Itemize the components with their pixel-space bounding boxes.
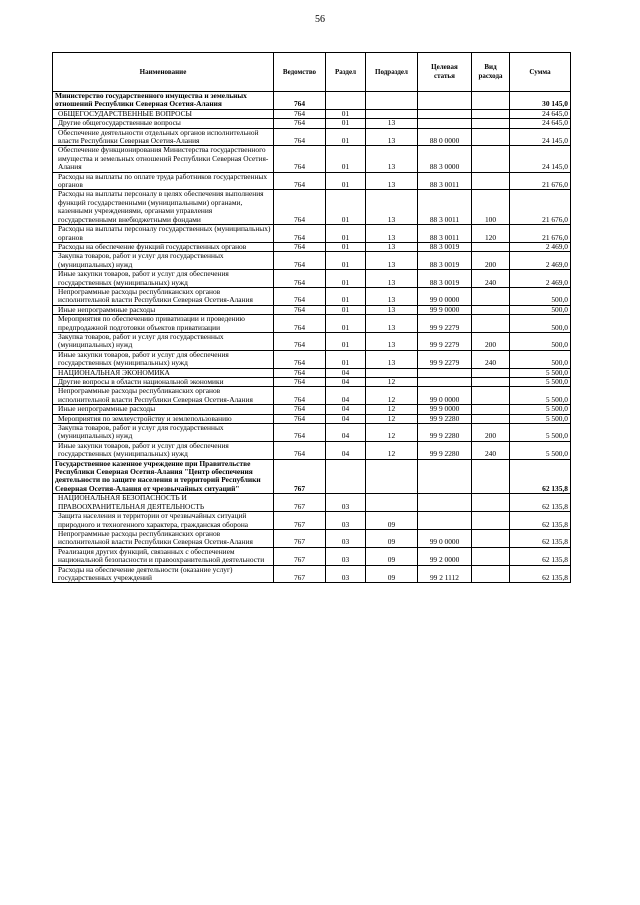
cell-subsection [366,109,418,118]
cell-subsection: 12 [366,387,418,405]
cell-subsection [366,459,418,494]
table-row [53,270,571,288]
cell-expense-type [472,242,510,251]
cell-target: 88 3 0019 [418,252,472,270]
cell-section: 04 [326,441,366,459]
cell-name: Иные закупки товаров, работ и услуг для обеспечения государственных (муниципальных) нужд [53,270,274,288]
table-row [53,441,571,459]
table-row [53,190,571,225]
cell-target [418,119,472,128]
cell-subsection: 13 [366,172,418,190]
cell-amount: 5 500,0 [510,368,571,377]
cell-subsection: 12 [366,414,418,423]
table-row [53,315,571,333]
cell-ministry: 764 [274,190,326,225]
cell-target [418,368,472,377]
cell-target: 88 0 0000 [418,128,472,146]
cell-target: 99 9 2280 [418,424,472,442]
cell-target: 99 9 0000 [418,405,472,414]
cell-expense-type [472,565,510,583]
cell-amount: 24 145,0 [510,146,571,172]
cell-amount: 5 500,0 [510,424,571,442]
cell-amount: 500,0 [510,350,571,368]
cell-subsection: 13 [366,128,418,146]
table-row [53,287,571,305]
cell-subsection: 13 [366,190,418,225]
cell-amount: 21 676,0 [510,190,571,225]
cell-amount: 62 135,8 [510,565,571,583]
cell-subsection [366,494,418,512]
cell-ministry: 764 [274,315,326,333]
table-row [53,529,571,547]
cell-amount: 62 135,8 [510,459,571,494]
cell-section: 04 [326,414,366,423]
cell-name: Расходы на обеспечение функций государственных органов [53,242,274,251]
cell-target [418,494,472,512]
cell-section: 01 [326,146,366,172]
cell-expense-type [472,378,510,387]
header-amount: Сумма [510,53,571,92]
cell-expense-type: 200 [472,424,510,442]
cell-subsection: 13 [366,252,418,270]
cell-expense-type [472,305,510,314]
cell-subsection: 13 [366,305,418,314]
cell-name: Расходы на выплаты персоналу государственных (муниципальных) органов [53,225,274,243]
table-row [53,119,571,128]
table-row [53,565,571,583]
cell-target: 99 9 2279 [418,315,472,333]
cell-expense-type [472,92,510,110]
cell-name: Иные закупки товаров, работ и услуг для обеспечения государственных (муниципальных) нужд [53,441,274,459]
cell-section: 01 [326,287,366,305]
cell-name: Министерство государственного имущества и земельных отношений Республики Северная Осетия-Алания [53,92,274,110]
cell-expense-type [472,494,510,512]
table-row [53,378,571,387]
table-row [53,387,571,405]
cell-expense-type [472,119,510,128]
cell-expense-type [472,287,510,305]
cell-name: НАЦИОНАЛЬНАЯ ЭКОНОМИКА [53,368,274,377]
cell-expense-type [472,315,510,333]
cell-expense-type [472,529,510,547]
cell-target: 99 0 0000 [418,287,472,305]
cell-amount: 500,0 [510,332,571,350]
cell-target: 99 0 0000 [418,529,472,547]
cell-target: 88 3 0019 [418,270,472,288]
cell-ministry: 764 [274,414,326,423]
cell-name: ОБЩЕГОСУДАРСТВЕННЫЕ ВОПРОСЫ [53,109,274,118]
cell-subsection: 13 [366,287,418,305]
cell-name: Мероприятия по обеспечению приватизации и проведению предпродажной подготовки объектов приватизации [53,315,274,333]
cell-subsection: 09 [366,565,418,583]
cell-subsection: 13 [366,242,418,251]
cell-ministry: 767 [274,529,326,547]
cell-name: Государственное казенное учреждение при Правительстве Республики Северная Осетия-Алания "Центр обеспечения деятельности по защите населения и территорий Республики Северная Осетия-Алания от чрезвычайных ситуаций" [53,459,274,494]
cell-ministry: 764 [274,109,326,118]
cell-subsection: 13 [366,350,418,368]
cell-target [418,459,472,494]
table-row [53,92,571,110]
cell-ministry: 764 [274,405,326,414]
cell-section: 04 [326,378,366,387]
cell-ministry: 764 [274,119,326,128]
table-row [53,146,571,172]
cell-name: Расходы на выплаты персоналу в целях обеспечения выполнения функций государственными (муниципальными) органами, казенными учреждениями, органами управления государственными внебюджетными фондами [53,190,274,225]
cell-section: 03 [326,547,366,565]
cell-target: 99 2 0000 [418,547,472,565]
cell-target: 99 0 0000 [418,387,472,405]
cell-subsection: 09 [366,529,418,547]
cell-amount: 62 135,8 [510,512,571,530]
cell-subsection [366,368,418,377]
cell-section: 01 [326,128,366,146]
cell-section: 01 [326,172,366,190]
table-row [53,225,571,243]
table-row [53,405,571,414]
cell-target: 88 3 0011 [418,225,472,243]
cell-subsection: 13 [366,119,418,128]
cell-subsection: 13 [366,225,418,243]
cell-amount: 2 469,0 [510,270,571,288]
cell-target [418,512,472,530]
cell-amount: 5 500,0 [510,414,571,423]
cell-ministry: 764 [274,441,326,459]
cell-section [326,92,366,110]
cell-ministry: 764 [274,305,326,314]
table-row [53,305,571,314]
cell-ministry: 764 [274,225,326,243]
table-row [53,128,571,146]
cell-ministry: 764 [274,350,326,368]
cell-expense-type [472,109,510,118]
cell-ministry: 764 [274,368,326,377]
cell-target: 88 3 0000 [418,146,472,172]
page-number: 56 [315,14,325,25]
cell-subsection: 13 [366,315,418,333]
cell-section: 04 [326,405,366,414]
cell-target: 88 3 0011 [418,190,472,225]
table-row [53,459,571,494]
table-row [53,424,571,442]
cell-section: 03 [326,494,366,512]
cell-amount: 5 500,0 [510,387,571,405]
cell-expense-type [472,146,510,172]
cell-section: 04 [326,424,366,442]
cell-ministry: 764 [274,287,326,305]
cell-section: 01 [326,270,366,288]
cell-subsection: 13 [366,146,418,172]
cell-name: Иные непрограммные расходы [53,305,274,314]
cell-subsection: 12 [366,405,418,414]
cell-amount: 5 500,0 [510,378,571,387]
cell-target [418,378,472,387]
cell-section: 01 [326,350,366,368]
cell-name: НАЦИОНАЛЬНАЯ БЕЗОПАСНОСТЬ И ПРАВООХРАНИТЕЛЬНАЯ ДЕЯТЕЛЬНОСТЬ [53,494,274,512]
cell-ministry: 764 [274,128,326,146]
budget-table [52,52,571,583]
cell-ministry: 764 [274,378,326,387]
cell-name: Обеспечение функционирования Министерства государственного имущества и земельных отношений Республики Северная Осетия-Алания [53,146,274,172]
cell-target: 88 3 0019 [418,242,472,251]
cell-subsection: 13 [366,270,418,288]
table-row [53,109,571,118]
cell-section: 01 [326,305,366,314]
table-row [53,368,571,377]
cell-section: 01 [326,315,366,333]
cell-expense-type: 100 [472,190,510,225]
cell-name: Другие общегосударственные вопросы [53,119,274,128]
cell-name: Расходы на выплаты по оплате труда работников государственных органов [53,172,274,190]
cell-expense-type [472,414,510,423]
cell-expense-type [472,547,510,565]
cell-name: Реализация других функций, связанных с обеспечением национальной безопасности и правоохранительной деятельности [53,547,274,565]
cell-expense-type: 200 [472,332,510,350]
header-name: Наименование [53,53,274,92]
cell-ministry: 764 [274,146,326,172]
cell-name: Мероприятия по землеустройству и землепользованию [53,414,274,423]
cell-amount: 62 135,8 [510,494,571,512]
cell-subsection: 09 [366,547,418,565]
cell-section: 03 [326,565,366,583]
cell-subsection: 12 [366,378,418,387]
cell-name: Закупка товаров, работ и услуг для государственных (муниципальных) нужд [53,252,274,270]
cell-expense-type: 200 [472,252,510,270]
cell-amount: 500,0 [510,315,571,333]
cell-section: 01 [326,252,366,270]
cell-section: 01 [326,190,366,225]
table-row [53,172,571,190]
cell-ministry: 764 [274,252,326,270]
cell-target: 99 9 2279 [418,350,472,368]
cell-section: 01 [326,332,366,350]
cell-expense-type [472,512,510,530]
cell-section: 01 [326,119,366,128]
cell-ministry: 764 [274,424,326,442]
cell-section: 03 [326,512,366,530]
cell-ministry: 767 [274,512,326,530]
cell-amount: 2 469,0 [510,242,571,251]
cell-name: Расходы на обеспечение деятельности (оказание услуг) государственных учреждений [53,565,274,583]
cell-subsection: 09 [366,512,418,530]
cell-name: Закупка товаров, работ и услуг для государственных (муниципальных) нужд [53,424,274,442]
header-ministry: Ведомство [274,53,326,92]
header-target: Целевая статья [418,53,472,92]
cell-ministry: 764 [274,332,326,350]
cell-ministry: 767 [274,459,326,494]
cell-amount: 21 676,0 [510,225,571,243]
table-row [53,350,571,368]
header-expense-type: Вид расхода [472,53,510,92]
cell-amount: 5 500,0 [510,441,571,459]
cell-section: 03 [326,529,366,547]
cell-subsection: 12 [366,424,418,442]
table-body [53,92,571,583]
cell-section: 04 [326,387,366,405]
cell-amount: 2 469,0 [510,252,571,270]
cell-expense-type [472,172,510,190]
cell-target: 99 9 2279 [418,332,472,350]
cell-section: 01 [326,225,366,243]
cell-section: 01 [326,242,366,251]
cell-amount: 62 135,8 [510,547,571,565]
table-row [53,494,571,512]
header-subsection: Подраздел [366,53,418,92]
cell-ministry: 764 [274,270,326,288]
cell-ministry: 764 [274,242,326,251]
table-row [53,547,571,565]
table-row [53,332,571,350]
cell-amount: 500,0 [510,287,571,305]
cell-section: 01 [326,109,366,118]
cell-amount: 30 145,0 [510,92,571,110]
cell-target [418,109,472,118]
cell-amount: 21 676,0 [510,172,571,190]
cell-expense-type: 240 [472,270,510,288]
table-row [53,252,571,270]
cell-section [326,459,366,494]
cell-name: Другие вопросы в области национальной экономики [53,378,274,387]
cell-amount: 5 500,0 [510,405,571,414]
cell-subsection [366,92,418,110]
cell-target: 99 9 2280 [418,441,472,459]
cell-subsection: 12 [366,441,418,459]
table-row [53,242,571,251]
cell-amount: 24 145,0 [510,128,571,146]
cell-name: Закупка товаров, работ и услуг для государственных (муниципальных) нужд [53,332,274,350]
cell-ministry: 767 [274,547,326,565]
cell-expense-type [472,387,510,405]
cell-ministry: 767 [274,494,326,512]
table-header-row [53,53,571,92]
cell-section: 04 [326,368,366,377]
cell-name: Иные непрограммные расходы [53,405,274,414]
cell-target: 99 2 1112 [418,565,472,583]
cell-amount: 24 645,0 [510,119,571,128]
cell-target: 99 9 2280 [418,414,472,423]
cell-target [418,92,472,110]
cell-ministry: 764 [274,172,326,190]
cell-amount: 24 645,0 [510,109,571,118]
cell-expense-type: 120 [472,225,510,243]
cell-ministry: 764 [274,387,326,405]
cell-amount: 500,0 [510,305,571,314]
cell-expense-type [472,368,510,377]
cell-name: Обеспечение деятельности отдельных органов исполнительной власти Республики Северная Осетия-Алания [53,128,274,146]
table-row [53,414,571,423]
cell-name: Непрограммные расходы республиканских органов исполнительной власти Республики Северная Осетия-Алания [53,287,274,305]
header-section: Раздел [326,53,366,92]
cell-expense-type [472,459,510,494]
cell-target: 88 3 0011 [418,172,472,190]
cell-target: 99 9 0000 [418,305,472,314]
table-row [53,512,571,530]
cell-expense-type [472,128,510,146]
cell-name: Иные закупки товаров, работ и услуг для обеспечения государственных (муниципальных) нужд [53,350,274,368]
cell-ministry: 764 [274,92,326,110]
cell-name: Защита населения и территории от чрезвычайных ситуаций природного и техногенного характера, гражданская оборона [53,512,274,530]
cell-expense-type: 240 [472,441,510,459]
cell-expense-type: 240 [472,350,510,368]
cell-name: Непрограммные расходы республиканских органов исполнительной власти Республики Северная Осетия-Алания [53,529,274,547]
cell-expense-type [472,405,510,414]
cell-subsection: 13 [366,332,418,350]
cell-ministry: 767 [274,565,326,583]
cell-name: Непрограммные расходы республиканских органов исполнительной власти Республики Северная Осетия-Алания [53,387,274,405]
cell-amount: 62 135,8 [510,529,571,547]
